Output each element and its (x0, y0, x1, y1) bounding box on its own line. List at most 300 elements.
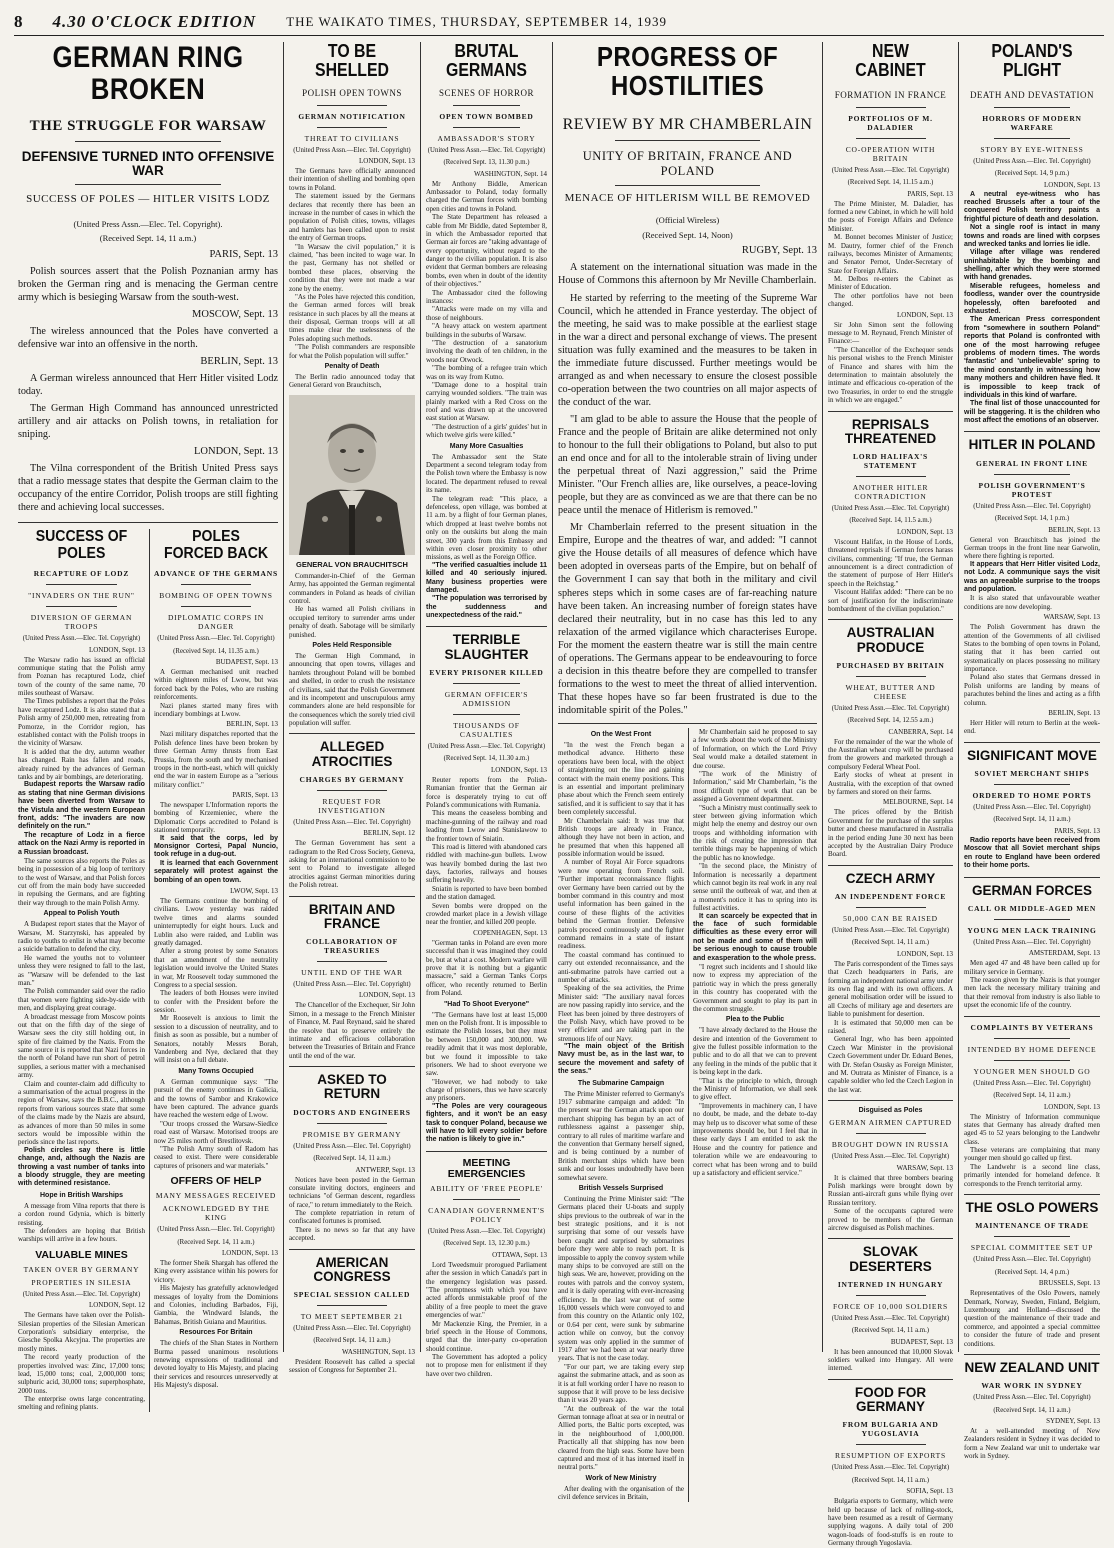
headline: MEETING EMERGENCIES (447, 1156, 526, 1180)
article-german-ring-broken (18, 42, 278, 514)
paragraph: General Ingr, who has been appointed Czech War Minister in the provisional Czech Government under Dr. Eduard Benes, with Dr. Stefan Osusky as Foreign Minister, and M. Outrata as Minister of Finance, is a capable soldier who led the Czech Legion in the last war. (828, 1035, 953, 1094)
credit-line: (United Press Assn.—Elec. Tel. Copyright) (293, 1142, 411, 1150)
subheadline: UNTIL END OF THE WAR (301, 967, 403, 977)
column-rule (420, 42, 421, 1352)
paragraph: "The Polish Army south of Radom has ceased to exist. There were considerable captures of prisoners and war materials." (153, 1144, 278, 1170)
paragraph: Herr Hitler will return to Berlin at the week-end. (964, 719, 1100, 736)
dateline-place: RUGBY, Sept. 13 (741, 245, 817, 257)
subheadline: RESUMPTION OF EXPORTS (835, 1451, 946, 1461)
paragraph: Village after village was rendered uninhabitable by the bombing and shelling, after which they were stormed with hand grenades. (964, 249, 1100, 282)
dateline-place: LONDON, Sept. 12 (88, 1301, 145, 1310)
paragraph: The Landwehr is a second line class, primarily intended for homeland defence. It corresponds to the French territorial army. (964, 1162, 1100, 1188)
subheadline: OPEN TOWN BOMBED (439, 111, 534, 121)
dateline-place: COPENHAGEN, Sept. 13 (473, 928, 547, 937)
section-subhead: Plea to the Public (725, 1016, 785, 1024)
paragraph: The German High Command, in announcing that open towns, villages and hamlets throughout Poland will be bombed and shelled, in order to crush the resistance of civilians, said that the Polish Government and its incompetent and unscrupulous army commanders alone are held responsible for the consequences which the sorely tried civil population will suffer. (289, 651, 415, 728)
headline: FOOD FOR GERMANY (854, 1384, 927, 1415)
section-subhead: The Submarine Campaign (577, 1079, 665, 1087)
credit-line: (United Press Assn.—Elec. Tel. Copyright) (293, 818, 411, 826)
subheadline: POLISH OPEN TOWNS (302, 87, 402, 98)
paragraph: "As the Poles have rejected this condition, the German armed forces will break resistance in such places by all the means at their disposal, German troops will at all times make clear the uselessness of the Poles adopting such methods. (289, 292, 415, 343)
credit-line: (United Press Assn.—Elec. Tel. Copyright) (831, 926, 950, 934)
section-subhead: Resources For Britain (179, 1329, 253, 1337)
paragraph: "The Polish commanders are responsible for what the Polish population will suffer." (289, 343, 415, 360)
credit-line: (United Press Assn.—Elec. Tel. Copyright) (831, 166, 950, 174)
paragraph: Mr Anthony Biddle, American Ambassador to Poland, today formally charged the German forces with bombing open cities and towns in Poland. (426, 179, 547, 213)
paragraph: "The destruction of a girls' guides' hut in which twelve girls were killed." (426, 422, 547, 440)
paragraph: Sir John Simon sent the following message to M. Reynaud, French Minister of Finance:— (828, 320, 953, 346)
subheadline: LORD HALIFAX'S STATEMENT (852, 451, 929, 470)
subheadline: CANADIAN GOVERNMENT'S POLICY (428, 1205, 545, 1224)
paragraph: "Our troops crossed the Warsaw-Siedlce road east of Warsaw. Motorised troops are now 25 miles north of Brestlitovsk. (153, 1119, 278, 1145)
subheadline: GERMAN OFFICER'S ADMISSION (444, 689, 529, 708)
article-poles-forced-back (150, 529, 278, 1411)
credit-line: (United Press Assn.—Elec. Tel. Copyright) (973, 1079, 1091, 1087)
headline: GERMAN FORCES (971, 882, 1092, 898)
paragraph: The chiefs of the Shan States in Northern Burma passed unanimous resolutions renewing expressions of traditional and devoted loyalty to His Majesty, and placing their services and resources unreservedly at His Majesty's disposal. (153, 1339, 278, 1390)
headline: GERMAN RING BROKEN (52, 41, 244, 106)
paragraph: "At the outbreak of the war the total German tonnage afloat at sea or in neutral or Allied ports, the Baltic ports excepted, was in the neighbourhood of 1,000,000. Practically all that shipping has now been cleared from the high seas. Some have been captured and most of it has interned itself in neutral ports." (558, 1404, 684, 1472)
dateline-place: WASHINGTON, Sept. 13 (342, 1347, 415, 1356)
paragraph: Lord Tweedsmuir prorogued Parliament after the session in which Canada's part in the emergency legislation was passed. "The promptness with which you have acted affords unmistakable proof of the ability of a free people to meet the grave emergencies of war." (426, 1260, 547, 1320)
credit-line: (Official Wireless) (655, 215, 720, 226)
received-line: (Received Sept. 14, 11 a.m.) (993, 1406, 1071, 1414)
subheadline: HORRORS OF MODERN WARFARE (982, 113, 1082, 132)
headline: AUSTRALIAN PRODUCE (846, 625, 935, 655)
dateline-place: BERLIN, Sept. 13 (1048, 709, 1100, 718)
dateline-place: MOSCOW, Sept. 13 (192, 308, 278, 320)
subheadline: REVIEW BY MR CHAMBERLAIN (562, 115, 813, 133)
subheadline: MANY MESSAGES RECEIVED (155, 1191, 277, 1201)
received-line: (Received Sept. 14, 1 p.m.) (994, 515, 1070, 523)
headline: ASKED TO RETURN (317, 1072, 387, 1102)
received-line: (Received Sept. 14, 11.30 a.m.) (443, 755, 530, 763)
dateline-place: LONDON, Sept. 13 (491, 765, 547, 774)
credit-line: (United Press Assn.—Elec. Tel. Copyright) (973, 804, 1091, 811)
paragraph: "In the west the French began a methodical advance. Hitherto these operations have been local, with the object of straightening out the line and gaining contact with the main enemy positions. This is an essential and important preliminary phase about which the French seem entirely satisfied, and it is sufficient to say that it has been completely successful. (558, 741, 684, 817)
dateline-place: LONDON, Sept. 13 (897, 949, 953, 958)
credit-line: (United Press Assn.—Elec. Tel. Copyright) (427, 742, 546, 750)
headline: VALUABLE MINES (35, 1248, 128, 1261)
paragraph: "I have already declared to the House the desire and intention of the Government to give the fullest possible information to the public and to do all that we can to prevent any feeling in the minds of the public that it is being kept in the dark. (693, 1026, 817, 1077)
credit-line: (United Press Assn.—Elec. Tel. Copyright) (22, 635, 141, 643)
paragraph: After a strong protest by some Senators that an amendment of the neutrality legislation would involve the United States in war, Mr Roosevelt today summoned the Congress to a special session. (153, 947, 278, 989)
headline: AMERICAN CONGRESS (313, 1254, 391, 1284)
headline: SLOVAK DESERTERS (849, 1244, 932, 1274)
column-6 (960, 41, 1104, 1461)
paragraph: The former Sheik Shargah has offered the King every assistance within his powers for victory. (153, 1259, 278, 1284)
paragraph: "The main object of the British Navy must be, as in the last war, to secure the movement and safety of the seas." (558, 1043, 684, 1076)
credit-line: (United Press Assn.—Elec. Tel. Copyright) (973, 502, 1091, 510)
subheadline: SPECIAL SESSION CALLED (293, 1289, 411, 1299)
received-line: (Received Sept. 13, 12.30 p.m.) (443, 1240, 530, 1248)
received-line: (Received Sept. 14, 12.55 a.m.) (847, 717, 934, 725)
paragraph: "The population was terrorised by the suddenness and unexpectedness of the raid." (426, 595, 547, 620)
dateline-place: BRUSSELS, Sept. 13 (1038, 1279, 1100, 1288)
paragraph: The leaders of both Houses were invited to confer with the President before the session. (153, 989, 278, 1015)
paragraph: A neutral eye-witness who has reached Brussels after a tour of the conquered Polish territory paints a frightful picture of death and desolation. (964, 190, 1100, 223)
column-1 (14, 41, 282, 1412)
headline: POLES FORCED BACK (163, 528, 269, 563)
credit-line: (United Press Assn.—Elec. Tel. Copyright) (831, 1153, 950, 1161)
dateline-place: LONDON, Sept. 13 (1044, 1102, 1100, 1111)
credit-line: (United Press Assn.—Elec. Tel. Copyright) (973, 1394, 1091, 1402)
paragraph: "Damage done to a hospital train carrying wounded soldiers. "The train was plainly marked with a Red Cross on the roof and was drawn up at the uncovered east station at Warsaw. (426, 380, 547, 423)
received-line: (Received Sept. 14, 11 a.m.) (993, 816, 1071, 824)
paragraph: These veterans are complaining that many younger men should go called up first. (964, 1146, 1100, 1163)
paragraph: "The Germans have lost at least 15,000 men on the Polish front. It is impossible to estimate the Polish losses, but they must be between 150,000 and 300,000. We readily admit that it was most deplorable, but we found it impossible to take prisoners. We had to shoot everyone we saw. (426, 1010, 547, 1078)
subheadline: YOUNG MEN LACK TRAINING (967, 925, 1097, 935)
section-subhead: Hope in British Warships (39, 1191, 123, 1199)
column-rule (283, 42, 284, 1352)
paragraph: Seven bombs were dropped on the crowded market place in a Jewish village near the frontier, and killed 200 people. (426, 901, 547, 927)
paragraph: The Prime Minister, M. Daladier, has formed a new Cabinet, in which he will hold the posts of Foreign Affairs and Defence Minister. (828, 199, 953, 233)
paragraph: The Government has adopted a policy not to propose men for enlistment if they have over two children. (426, 1353, 547, 1378)
received-line: (Received Sept. 14, 11 a.m.) (993, 1092, 1071, 1100)
paragraph: The German Government has sent a radiogram to the Red Cross Society, Geneva, asking for an international commission to be sent to Poland to investigate alleged atrocities against German minorities during the Polish retreat. (289, 839, 415, 890)
subheadline: CALL OR MIDDLE-AGED MEN (967, 903, 1097, 913)
paragraph: Not a single roof is intact in many towns and roads are lined with corpses and wrecked tanks and lorries lie idle. (964, 224, 1100, 248)
section-subhead: Many More Casualties (449, 442, 524, 450)
paragraph: "I am glad to be able to assure the House that the people of France and the people of Britain are alike determined not only to honour to the full their obligations to Poland, but also to put an end once and for all to the intolerable strain of living under the perpetual threat of Nazi aggression," said the Prime Minister. "Our French allies are, like ourselves, a peace-loving people, but they are as convinced as we are that there can be no peace until the menace of Hitlerism is removed." (558, 413, 817, 517)
subheadline: INTENDED BY HOME DEFENCE (967, 1044, 1097, 1054)
paragraph: "However, we had nobody to take charge of prisoners, thus we have scarcely any prisoners. (426, 1077, 547, 1103)
section-subhead: Work of New Ministry (585, 1474, 657, 1482)
dateline-place: BUDAPEST, Sept. 13 (890, 1337, 953, 1346)
paragraph: Viscount Halifax, in the House of Lords, threatened reprisals if German forces harass civilians, commenting: "If true, the German announcement is a direct contradiction of the statement of purpose of Herr Hitler's speech in the Reichstag." (828, 537, 953, 588)
paragraph: The record yearly production of the properties involved was: Zinc, 17,000 tons; lead, 15,000 tons; coal, 2,000,000 tons; sulphuric acid, 30,000 tons; superphosphate, 2000 tons. (18, 1353, 145, 1395)
paragraph: After dealing with the organisation of the civil defence services in Britain, (558, 1484, 684, 1502)
paragraph: A broadcast message from Moscow points out that on the fifth day of the siege of Warsaw sees the city still holding out, in spite of fire claimed by the Nazis. From the same source it is reported that Nazi forces in the north of Poland have run short of petrol supplies, a serious matter with a mechanised army. (18, 1012, 145, 1080)
credit-line: (United Press Assn.—Elec. Tel. Copyright) (293, 146, 411, 154)
credit-line: (United Press Assn.—Elec. Tel. Copyright) (831, 1314, 950, 1322)
dateline-place: LONDON, Sept. 13 (1044, 180, 1100, 189)
dateline-place: LWOW, Sept. 13 (230, 886, 278, 895)
paragraph: Reuter reports from the Polish-Rumanian frontier that the German air force is desperately trying to cut off Poland's communications with Rumania. (426, 775, 547, 809)
subheadline: POLISH GOVERNMENT'S PROTEST (978, 480, 1086, 499)
paragraph: This road is littered with abandoned cars riddled with machine-gun bullets. Lwow was heavily bombed during the last two days, factories, railways and houses suffering heavily. (426, 842, 547, 885)
credit-line: (United Press Assn.—Elec. Tel. Copyright) (973, 1256, 1091, 1264)
dateline-place: LONDON, Sept. 13 (359, 991, 415, 1000)
paragraph: Some of the occupants captured were proved to be members of the German aircrew disguised as Polish machines. (828, 1207, 953, 1232)
paragraph: His Majesty has gratefully acknowledged messages of loyalty from the Dominions and Colonies, including Barbados, Fiji, Gambia, the Windward Islands, the Bahamas, British Guiana and Mauritius. (153, 1284, 278, 1326)
dateline-place: MELBOURNE, Sept. 14 (883, 798, 953, 807)
subheadline: BROUGHT DOWN IN RUSSIA (831, 1140, 950, 1150)
dateline-place: BERLIN, Sept. 13 (200, 356, 278, 368)
paragraph: Nazi planes started many fires with incendiary bombings at Lwow. (153, 701, 278, 718)
paragraph: It has been announced that 10,000 Slovak soldiers walked into Hungary. All were interned. (828, 1347, 953, 1373)
dateline-place: ANTWERP, Sept. 13 (355, 1165, 415, 1174)
credit-line: (United Press Assn.—Elec. Tel. Copyright) (157, 1226, 275, 1234)
subheadline: BOMBING OF OPEN TOWNS (159, 591, 273, 601)
paragraph: He started by referring to the meeting of the Supreme War Council, which he attended in France yesterday. The object of the meeting, he said was to make possible at the earliest stage in the war a direct and personal exchange of views. The present situation was fully examined and the measures to be taken in the immediate future discussed. Further meetings would be arranged as and when necessary to ensure the closest possible co-operation between the two countries on all major aspects of the conduct of the war. (558, 292, 817, 408)
section-subhead: Many Towns Occupied (178, 1067, 254, 1075)
paragraph: Mr Mackenzie King, the Premier, in a brief speech in the House of Commons, urged that the inter-party co-operation should continue. (426, 1319, 547, 1353)
paragraph: Polish sources assert that the Polish Poznanian army has broken the German ring and is menacing the German centre army which is besieging Warsaw from the south-west. (18, 265, 278, 303)
subheadline: STORY BY EYE-WITNESS (980, 144, 1084, 154)
dateline-place: OTTAWA, Sept. 13 (492, 1250, 547, 1259)
paragraph: A Budapest report states that the Mayor of Warsaw, M. Starzynski, has appealed by radio to youths to enlist in what may become a suicide battalion to defend the city. (18, 920, 145, 954)
subheadline: AN INDEPENDENT FORCE (834, 891, 947, 901)
subheadline: COLLABORATION OF TREASURIES (305, 936, 399, 955)
section-subhead: On the West Front (590, 731, 652, 738)
headline: ALLEGED ATROCITIES (311, 739, 393, 769)
paragraph: M. Delbos re-enters the Cabinet as Minister of Education. (828, 275, 953, 292)
paragraph: The Polish commander said over the radio that women were fighting side-by-side with men, and displaying great courage. (18, 987, 145, 1013)
received-line: (Received Sept. 14, 9 p.m.) (994, 170, 1070, 178)
dateline-place: LONDON, Sept. 13 (359, 157, 415, 166)
section-subhead: Penalty of Death (324, 363, 380, 371)
dateline-place: AMSTERDAM, Sept. 13 (1028, 949, 1100, 958)
paragraph: Representatives of the Oslo Powers, namely Denmark, Norway, Sweden, Finland, Belgium, Luxembourg and Holland—discussed the question of the maintenance of their trade and commerce, and appointed a special committee to consider the future of trade and present conditions. (964, 1289, 1100, 1348)
received-line: (Received Sept. 14, Noon) (642, 229, 733, 240)
subheadline: DEATH AND DEVASTATION (969, 89, 1095, 100)
paragraph: The complete repatriation in return of confiscated fortunes is promised. (289, 1209, 415, 1226)
subheadline: SUCCESS OF POLES — HITLER VISITS LODZ (26, 193, 270, 206)
paragraph: Mr Roosevelt is anxious to limit the session to a discussion of neutrality, and to finish as soon as possible, but a number of Senators, notably Messrs Borah, Vandenberg and Nye, declared that they will insist on a full debate. (153, 1014, 278, 1065)
paragraph: This means the ceaseless bombing and machine-gunning of the railway and road leading from Lwow and Stanislawow to the frontier town of Sniatin. (426, 809, 547, 843)
subheadline: FORMATION IN FRANCE (834, 89, 947, 100)
paragraph: "The Poles are very courageous fighters, and it won't be an easy task to conquer Poland, because we will have to kill every soldier before the nation is likely to give in." (426, 1102, 547, 1144)
subheadline: MENACE OF HITLERISM WILL BE REMOVED (564, 191, 811, 204)
article-success-of-poles (18, 529, 150, 1411)
section-subhead: Disguised as Poles (858, 1107, 923, 1115)
subheadline: YOUNGER MEN SHOULD GO (973, 1066, 1091, 1076)
paragraph: A statement on the international situation was made in the House of Commons this afternoon by Mr Neville Chamberlain. (558, 262, 817, 287)
paragraph: It appears that Herr Hitler visited Lodz, not Lodz. A communique says the visit was an agreeable surprise to the troops and population. (964, 560, 1100, 593)
dateline-place: SYDNEY, Sept. 13 (1046, 1417, 1100, 1426)
headline: OFFERS OF HELP (170, 1175, 262, 1188)
subheadline: EVERY PRISONER KILLED (429, 667, 544, 677)
headline: TERRIBLE SLAUGHTER (444, 632, 529, 662)
paragraph: "I regret such incidents and I should like now to express my appreciation of the patriotic way in which the press generally in this country has cooperated with the Government and sought to play its part in the common struggle. (693, 962, 817, 1013)
credit-line: (United Press Assn.—Elec. Tel. Copyright) (831, 504, 950, 512)
headline: NEW CABINET (855, 41, 926, 80)
paragraph: Notices have been posted in the German consulate inviting doctors, engineers and technicians "of German descent, regardless of race," to return immediately to the Reich. (289, 1175, 415, 1209)
subheadline: ACKNOWLEDGED BY THE KING (162, 1204, 270, 1223)
paragraph: Mr Chamberlain said he proposed to say a few words about the work of the Ministry of Information, on which the Lord Privy Seal would make a detailed statement in due course. (693, 728, 817, 770)
column-3 (422, 41, 551, 1378)
received-line: (Received Sept. 14, 11 a.m.) (313, 1337, 391, 1345)
paragraph: The Germans have officially announced their intention of shelling and bombing open towns in Poland. (289, 167, 415, 192)
subheadline: COMPLAINTS BY VETERANS (970, 1022, 1094, 1032)
credit-line: (United Press Assn.—Elec. Tel. Copyright) (293, 1324, 411, 1332)
paragraph: The Ambassador sent the State Department a second telegram today from the Polish town where the Embassy is now located. The department refused to reveal its name. (426, 452, 547, 495)
paragraph: "A heavy attack on western apartment buildings in the suburbs of Warsaw. (426, 322, 547, 339)
section-subhead: "Had To Shoot Everyone" (443, 1000, 530, 1008)
paragraph: The Germans have taken over the Polish-Silesian properties of the Silesian American Corporation's subsidiary enterprise, the Giesche Spolka Akcyjna. The properties are mostly mines. (18, 1311, 145, 1353)
subheadline: CHARGES BY GERMANY (299, 774, 405, 784)
sub-column-right (689, 728, 817, 1502)
paragraph: A German communique says: "The pursuit of the enemy continues in Galicia, and the towns of Sambor and Krakowice have been captured. The advance guards have reached the western edge of Lwow. (153, 1077, 278, 1120)
paragraph: The same sources also reports the Poles as being in possession of a big loop of territory to the west of Warsaw, and that Polish forces cut off from the main body have succeeded in repulsing the Germans, and are fighting their way through to the main Polish Army. (18, 856, 145, 907)
paragraph: "That is the principle to which, through the Ministry of Information, we shall seek to give effect. (693, 1076, 817, 1102)
paragraph: A German mechanised unit reached within eighteen miles of Lwow, but was forced back by the Poles, who are rushing reinforcements. (153, 668, 278, 702)
section-subhead: Poles Held Responsible (312, 641, 392, 649)
paragraph: The prices offered by the British Government for the purchase of the surplus butter and cheese manufactured in Australia in the period ending June 30 next has been accepted by the Australian Dairy Produce Board. (828, 808, 953, 859)
paragraph: The Vilna correspondent of the British United Press says that a radio message states that despite the German claim to the occupancy of the entire Corridor, Polish troops are still fighting there and achieving local successes. (18, 463, 278, 514)
paragraph: He has warned all Polish civilians in occupied territory to surrender arms under penalty of death. Sabotage will be similarly punished. (289, 605, 415, 639)
subheadline: RECAPTURE OF LODZ (33, 569, 130, 579)
paragraph: Men aged 47 and 48 have been called up for military service in Germany. (964, 959, 1100, 976)
dateline-place: LONDON, Sept. 13 (194, 446, 278, 458)
paragraph: Budapest reports the Warsaw radio as stating that nine German divisions have been diverted from Warsaw to the Vistula and the western European front, adds: "The invaders are now definitely on the run." (18, 781, 145, 831)
paragraph: The Polish Government has drawn the attention of the Governments of all civilised States to the bombing of open towns in Poland, stating that it has been carried out systematically on places possessing no military importance. (964, 623, 1100, 674)
received-line: (Received Sept. 14, 4 p.m.) (994, 1268, 1070, 1276)
section-subhead: British Vessels Surprised (578, 1184, 664, 1192)
received-line: (Received Sept. 14, 11 a.m.) (851, 1327, 930, 1335)
paragraph: Polish circles say there is little change, and, although the Nazis are throwing a vast number of tanks into a bloody struggle, they are meeting with determined resistance. (18, 1146, 145, 1188)
subheadline: PROMISE BY GERMANY (302, 1129, 402, 1139)
paragraph: Miserable refugees, homeless and foodless, wander over the countryside hopelessly, often barefooted and exhausted. (964, 282, 1100, 316)
dateline-place: LONDON, Sept. 13 (222, 1249, 278, 1258)
headline: TO BE SHELLED (315, 41, 389, 80)
paragraph: A message from Vilna reports that there is a cordon round Gdynia, which is bitterly resisting. (18, 1201, 145, 1227)
received-line: (Received Sept. 14, 11 a.m.) (177, 1238, 255, 1246)
paragraph: "For our part, we are taking every step against the submarine attack, and as soon as it is at full working order I have no reason to suppose that it will prove to be less decisive than it was 20 years ago. (558, 1362, 684, 1405)
paragraph: "The destruction of a sanatorium involving the death of ten children, in the woods near Otwock. (426, 338, 547, 364)
paragraph: The Times publishes a report that the Poles have recaptured Lodz. It is also stated that a Polish army of 250,000 men, retreating from Pomorze, in the Corridor region, has established contact with the Polish troops in the vicinity of Warsaw. (18, 697, 145, 748)
paragraph: Radio reports have been received from Moscow that all Soviet merchant ships en route to England have been ordered to their home ports. (964, 836, 1100, 870)
subheadline: SOVIET MERCHANT SHIPS (974, 769, 1090, 778)
paragraph: At a well-attended meeting of New Zealanders resident in Sydney it was decided to form a New Zealand war unit to undertake war work in Sydney. (964, 1427, 1100, 1461)
subheadline: ORDERED TO HOME PORTS (972, 791, 1092, 800)
subheadline: AMBASSADOR'S STORY (437, 133, 536, 143)
received-line: (Received Sept. 14, 11 a.m.) (99, 233, 197, 244)
paragraph: The defenders are hoping that British warships will arrive in a few hours. (18, 1226, 145, 1244)
paragraph: The final list of those unaccounted for will be staggering. It is the children who most affect the emotions of an observer. (964, 400, 1100, 425)
subheadline: ADVANCE OF THE GERMANS (154, 569, 278, 579)
paragraph: "The Chancellor of the Exchequer sends his personal wishes to the French Minister of Finance and shares with him the determination to maintain absolutely the intimate and efficacious co-operation of the two Treasuries, in order to end the struggle in which we are engaged." (828, 345, 953, 405)
paragraph: A German wireless announced that Herr Hitler visited Lodz today. (18, 373, 278, 398)
paragraph: The Germans continue the bombing of civilians. Lwow yesterday was raided twelve times and alarms sounded uninterruptedly for eight hours. Luck and Lublin also were raided, and Lublin was greatly damaged. (153, 896, 278, 947)
column-5 (824, 41, 957, 1548)
subheadline: DIPLOMATIC CORPS IN DANGER (167, 613, 264, 632)
subheadline: GERMAN NOTIFICATION (298, 111, 406, 121)
paragraph: The Paris correspondent of the Times says that Czech headquarters in Paris, are forming an independent national army under its own flag and with its own officers. A general mobilisation order will be issued to all Czechs of military age and deserters are liable to punishment for desertion. (828, 959, 953, 1019)
credit-line: (United Press Assn.—Elec. Tel. Copyright) (427, 146, 546, 154)
dateline-place: PARIS, Sept. 13 (907, 189, 953, 198)
paragraph: It is estimated that 50,000 men can be raised. (828, 1018, 953, 1036)
paragraph: The coastal command has continued to carry out extended reconnaissance, and the anti-submarine patrols have carried out a number of attacks. (558, 950, 684, 984)
subheadline: DIVERSION OF GERMAN TROOPS (30, 613, 133, 632)
credit-line: (United Press Assn.—Elec. Tel. Copyright) (22, 1290, 141, 1298)
column-2 (285, 41, 419, 1375)
paragraph: "Attacks were made on my villa and those of neighbours. (426, 305, 547, 322)
dateline-place: BERLIN, Sept. 13 (1048, 525, 1100, 534)
paragraph: Bulgaria exports to Germany, which were held up because of lack of rolling-stock, have been resumed as a result of Germany supplying wagons. A daily total of 200 wagon-loads of food-stuffs is en route to Germany through Yugoslavia. (828, 1497, 953, 1548)
dateline-place: PARIS, Sept. 13 (209, 248, 278, 260)
headline: SUCCESS OF POLES (35, 528, 128, 563)
subheadline: WHEAT, BUTTER AND CHEESE (845, 682, 936, 701)
received-line: (Received Sept. 14, 11 a.m.) (313, 1155, 391, 1163)
paragraph: Continuing the Prime Minister said: "The Germans placed their U-boats and supply ships previous to the outbreak of war in the best strategic positions, and it is not surprising that some of our vessels have been caught and surprised by submarines before they were able to reach port. It is impossible to apply the convoy system while many ships to be convoyed are still on the high seas. We are, however, providing on the routes with patrols and the convoy system, and it is daily operating with ever-increasing efficiency. In the last war out of some 16,000 vessels which were convoyed to and from this country on the Atlantic only 102, or 0.64 per cent, were sunk by submarine action while on convoy, but the convoy system was only applied in the summer of 1917 after we had been at war nearly three years. That is not the case today. (558, 1194, 684, 1363)
credit-line: (United Press Assn.—Elec. Tel. Copyright) (293, 980, 411, 988)
credit-line: (United Press Assn.—Elec. Tel. Copyright) (157, 635, 275, 643)
subheadline: THREAT TO CIVILIANS (304, 133, 400, 143)
dateline-place: LONDON, Sept. 13 (897, 310, 953, 319)
paragraph: "In the second place, the Ministry of Information is necessarily a department which cannot begin its real work in any real sense until the outbreak of war, and then at a moment's notice it has to spring into its fullest activities. (693, 862, 817, 913)
dateline-place: BUDAPEST, Sept. 13 (215, 658, 278, 666)
page-number: 8 (14, 11, 23, 31)
dateline: THE WAIKATO TIMES, THURSDAY, SEPTEMBER 14, 1939 (286, 13, 668, 29)
paragraph: Viscount Halifax added: "There can be no sort of justification for the indiscriminate bombardment of the civilian population." (828, 588, 953, 613)
paragraph: Mr Chamberlain referred to the present situation in the Empire, Europe and the theatres of war, and added: "I cannot give the House details of all measures of defence which have been adopted in overseas parts of the Empire, but on behalf of the Government I can say that both in the military and civil spheres steps which in some cases are of far-reaching nature have been taken. An increasing number of foreign states have declared their neutrality, but in no case has this led to any relaxation of the armed vigilance which characterises Europe. For the moment the eastern theatre war is still the main centre of operations. The Germans appear to be endeavouring to force a decision in this theatre before they are compelled to transfer formations to the west to meet the threat of allied intervention. That these hopes have so far been frustrated is due to the indomitable spirit of the Poles." (558, 522, 817, 716)
column-rule (822, 42, 823, 1352)
portrait-photo (289, 394, 415, 556)
paragraph: The reason given by the Nazis is that younger men lack the necessary military training and that their removal from industry is also liable to upset the economic life of the country. (964, 975, 1100, 1010)
paragraph: "Such a Ministry must continually seek to steer between giving information which might help the enemy and destroy our own troops and withholding information with the risk of creating the impression that terrible things may be happening of which the public has no knowledge. (693, 803, 817, 862)
credit-line: (United Press Assn.—Elec. Tel. Copyright) (973, 157, 1091, 165)
dateline-place: LONDON, Sept. 13 (897, 527, 953, 536)
subheadline: PURCHASED BY BRITAIN (836, 660, 945, 670)
subheadline: ABILITY OF 'FREE PEOPLE' (430, 1183, 543, 1193)
headline: HITLER IN POLAND (968, 437, 1096, 453)
subheadline: SCENES OF HORROR (438, 87, 535, 98)
paragraph: Mr Chamberlain said: It was true that British troops are already in France, although they have not been in action, and he presumed that when this happened all possible information would be issued. (558, 816, 684, 859)
subheadline: GENERAL IN FRONT LINE (976, 458, 1088, 468)
subheadline: PORTFOLIOS OF M. DALADIER (848, 113, 933, 132)
paragraph: The Chancellor of the Exchequer, Sir John Simon, in a message to the French Minister of Finance, M. Paul Reynaud, said he shared the resolve that to preserve entirely the intimate and efficacious collaboration between the Treasuries of Britain and France until the end of the war. (289, 1001, 415, 1060)
column-rule (958, 42, 959, 1352)
dateline-place: WASHINGTON, Sept. 14 (474, 169, 547, 178)
paragraph: "German tanks in Poland are even more successful than it was imagined they could be, but at what a cost. Modern warfare will prove that it is nothing but a gigantic massacre," said a German Tanks Corps officer, who recently returned to Berlin from Poland. (426, 938, 547, 998)
photo-caption: GENERAL VON BRAUCHITSCH (296, 559, 408, 569)
paragraph: The enterprise owns large concentrating, smelting and refining plants. (18, 1395, 145, 1412)
paragraph: For the remainder of the war the whole of the Australian wheat crop will be purchased from the growers and marketed through a compulsory Federal Wheat Pool. (828, 737, 953, 771)
paragraph: It is claimed that three bombers bearing Polish markings were brought down by Russian anti-aircraft guns while flying over Russian territory. (828, 1173, 953, 1207)
subheadline: ANOTHER HITLER CONTRADICTION (852, 482, 929, 501)
headline: PROGRESS OF HOSTILITIES (596, 41, 779, 102)
paragraph: M. Bonnet becomes Minister of Justice; M. Dautry, former chief of the French railways, becomes Minister of Armaments; and Senator Pernot, Under-Secretary of State for Foreign Affairs. (828, 233, 953, 275)
masthead (14, 8, 1104, 36)
dateline-place: BERLIN, Sept. 12 (363, 829, 415, 838)
received-line: (Received Sept. 13, 11.30 p.m.) (443, 159, 530, 167)
dateline-place: BERLIN, Sept. 13 (226, 720, 278, 729)
paragraph: General von Brauchitsch has joined the German troops in the front line near Garwolin, where there fighting is reported. (964, 535, 1100, 561)
credit-line: (United Press Assn.—Elec. Tel. Copyright) (831, 704, 950, 712)
headline: NEW ZEALAND UNIT (964, 1359, 1100, 1375)
paragraph: Speaking of the sea activities, the Prime Minister said: "The auxiliary naval forces are now passing rapidly into service, and the Fleet has been joined by three destroyers of the Polish Navy, which have proved to be very efficient and are taking part in the strenuous life of our Navy. (558, 984, 684, 1043)
subheadline: FORCE OF 10,000 SOLDIERS (832, 1301, 949, 1311)
credit-line: (United Press Assn.—Elec. Tel. Copyright) (427, 1227, 546, 1235)
received-line: (Received Sept. 14, 11 a.m.) (851, 1476, 930, 1484)
credit-line: (United Press Assn.—Elec. Tel. Copyright) (973, 938, 1091, 946)
subheadline: DOCTORS AND ENGINEERS (293, 1107, 411, 1117)
paragraph: Sniatin is reported to have been bombed and the station damaged. (426, 884, 547, 902)
paragraph: The Berlin radio announced today that General Gerard von Brauchitsch, (289, 373, 415, 390)
column-rule (552, 42, 553, 1352)
dateline-place: WARSAW, Sept. 13 (1043, 613, 1100, 622)
headline: THE OSLO POWERS (965, 1200, 1099, 1216)
received-line: (Received Sept. 14, 11.35 a.m.) (173, 647, 259, 655)
paragraph: "The work of the Ministry of Information," said Mr Chamberlain, "is the most difficult type of work that can be assigned a Government department. (693, 769, 817, 804)
paragraph: The other portfolios have not been changed. (828, 291, 953, 309)
subheadline: GERMAN AIRMEN CAPTURED (829, 1118, 952, 1128)
paragraph: The Ministry of Information communique states that Germany has already drafted men aged 45 to 52 years belonging to the Landwehr class. (964, 1112, 1100, 1146)
dateline-place: LONDON, Sept. 13 (88, 645, 145, 654)
dateline-place: SOFIA, Sept. 13 (906, 1487, 953, 1496)
received-line: (Received Sept. 14, 11.15 a.m.) (847, 179, 934, 187)
paragraph: The Warsaw radio has issued an official communique stating that the Polish army from Poznan has recaptured Lodz, chief town of the county of the same name, 70 miles southeast of Warsaw. (18, 655, 145, 698)
edition-label: 4.30 O'CLOCK EDITION (52, 11, 257, 31)
subheadline: MAINTENANCE OF TRADE (975, 1221, 1089, 1231)
subheadline: INTERNED IN HUNGARY (837, 1279, 944, 1289)
paragraph: It is added that the dry, autumn weather has changed. Rain has fallen and roads, already ruined by the advances of German tanks and by air bombings, are deteriorating. (18, 747, 145, 781)
subheadline: TAKEN OVER BY GERMANY (23, 1264, 140, 1274)
paragraph: He warned the youths not to volunteer unless they were resigned to fall to the last, as "Warsaw will be defended to the last man." (18, 953, 145, 987)
sub-column-left (558, 728, 689, 1502)
